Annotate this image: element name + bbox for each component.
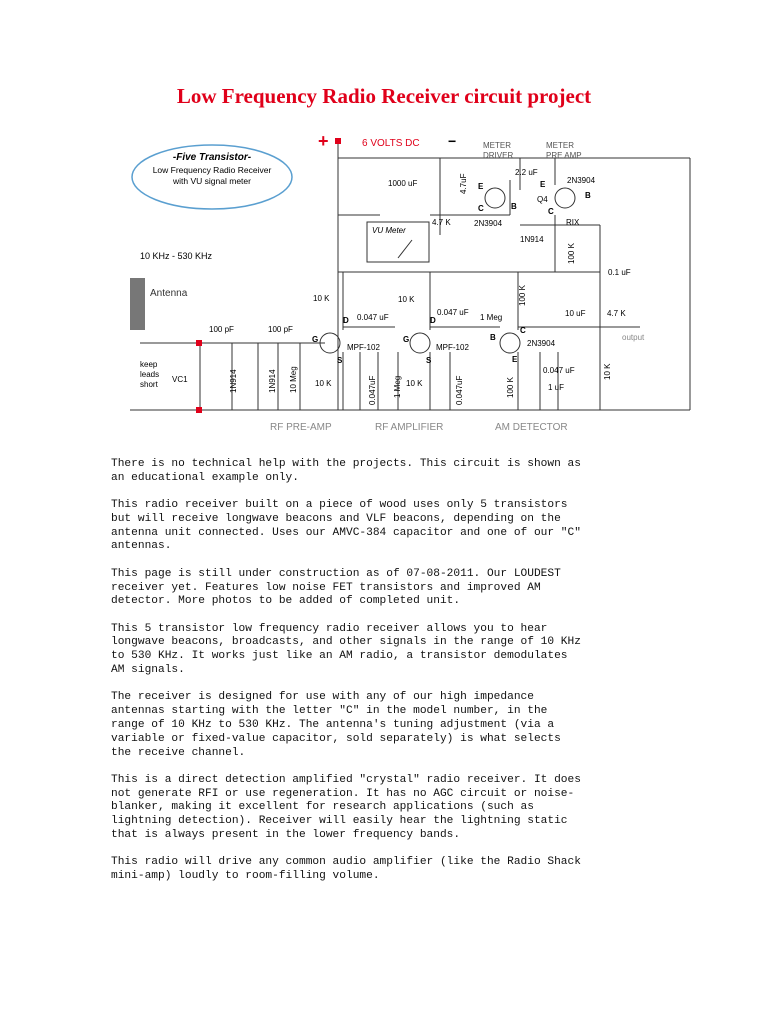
- paragraph: This is a direct detection amplified "crystal" radio receiver. It does not generate RFI or use regeneration. It has no AGC circuit or noise- blanker, making it excellent for research applications (such as lightning detection). Receiver will easily hear the lightning static that is always present in the lower frequency bands.: [111, 773, 581, 842]
- c-0.047uf-c: 0.047uF: [368, 375, 377, 405]
- c-0.047uf-a: 0.047 uF: [357, 313, 389, 322]
- vu-meter-label: VU Meter: [372, 226, 406, 235]
- output-label: output: [622, 333, 645, 342]
- c-0.047uf-b: 0.047 uF: [437, 308, 469, 317]
- stage-am-detector: AM DETECTOR: [495, 422, 568, 433]
- meter-driver-label-1: METER: [483, 141, 511, 150]
- page-title: Low Frequency Radio Receiver circuit project: [176, 84, 592, 108]
- pin-b3: B: [585, 191, 591, 200]
- circuit-schematic: [0, 120, 768, 440]
- keep-leads-label-2: leads: [140, 370, 160, 379]
- pin-s1: S: [337, 356, 343, 365]
- c-0.1uf: 0.1 uF: [608, 268, 631, 277]
- diode-1n914-c: 1N914: [268, 369, 277, 393]
- meter-driver-label-2: DRIVER: [483, 151, 514, 160]
- paragraph: This 5 transistor low frequency radio receiver allows you to hear longwave beacons, broadcasts, and other signals in the range of 10 KHz to 530 KHz. It works just like an AM radio, a transistor demodulates AM signals.: [111, 622, 581, 677]
- r-100k-b: 100 K: [518, 285, 527, 306]
- pin-g2: G: [403, 335, 410, 344]
- r-1meg-a: 1 Meg: [480, 313, 503, 322]
- supply-label: 6 VOLTS DC: [362, 138, 420, 149]
- fet-mpf102-a: MPF-102: [347, 343, 380, 352]
- r-10k-d: 10 K: [406, 379, 423, 388]
- meter-preamp-label-1: METER: [546, 141, 574, 150]
- q4-label: Q4: [537, 195, 548, 204]
- badge-subtitle-line2: with VU signal meter: [173, 176, 251, 186]
- pin-c2: C: [478, 204, 484, 213]
- antenna-label: Antenna: [150, 288, 188, 299]
- r-4.7k-pot: 4.7 K: [432, 218, 451, 227]
- fet-mpf102-b: MPF-102: [436, 343, 469, 352]
- r-10k-c: 10 K: [315, 379, 332, 388]
- r-100k-a: 100 K: [567, 243, 576, 264]
- stage-rf-amplifier: RF AMPLIFIER: [375, 422, 444, 433]
- r-100k-c: 100 K: [506, 377, 515, 398]
- pin-d1: D: [343, 316, 349, 325]
- r-1meg-b: 1 Meg: [393, 375, 402, 398]
- freq-range-label: 10 KHz - 530 KHz: [140, 251, 213, 261]
- pin-b2: B: [511, 202, 517, 211]
- pin-e: E: [512, 355, 518, 364]
- pin-e3: E: [540, 180, 546, 189]
- badge-subtitle-line1: Low Frequency Radio Receiver: [152, 165, 272, 175]
- rix-label: RIX: [566, 218, 580, 227]
- c-0.047uf-d: 0.047uF: [455, 375, 464, 405]
- paragraph: The receiver is designed for use with any of our high impedance antennas starting with the letter "C" in the model number, in the range of 10 KHz to 530 KHz. The antenna's tuning adjustment (via a variable or fixed-value capacitor, sold separately) is what selects the receive channel.: [111, 691, 561, 759]
- pin-c: C: [520, 326, 526, 335]
- r-10k-e: 10 K: [603, 363, 612, 380]
- badge-title: -Five Transistor-: [172, 152, 252, 163]
- pin-e2: E: [478, 182, 484, 191]
- antenna-rod: [130, 278, 145, 330]
- q-2n3904-c: 2N3904: [527, 339, 556, 348]
- article-body: [111, 458, 671, 897]
- c-100pf-b: 100 pF: [268, 325, 293, 334]
- c-0.047uf-e: 0.047 uF: [543, 366, 575, 375]
- pin-d2: D: [430, 316, 436, 325]
- r-10k-a: 10 K: [313, 294, 330, 303]
- pin-b: B: [490, 333, 496, 342]
- keep-leads-label-3: short: [140, 380, 158, 389]
- c-2.2uf: 2.2 uF: [515, 168, 538, 177]
- c-4.7uf: 4.7uF: [459, 173, 468, 194]
- five-transistor-badge: [132, 145, 292, 209]
- diode-1n914-a: 1N914: [520, 235, 544, 244]
- r-4.7k-output: 4.7 K: [607, 309, 626, 318]
- paragraph: This radio will drive any common audio amplifier (like the Radio Shack mini-amp) loudly to room-filling volume.: [111, 856, 581, 883]
- q-2n3904-a: 2N3904: [474, 219, 503, 228]
- c-100pf-a: 100 pF: [209, 325, 234, 334]
- keep-leads-label-1: keep: [140, 360, 158, 369]
- meter-preamp-label-2: PRE AMP: [546, 151, 582, 160]
- c-1000uf: 1000 uF: [388, 179, 418, 188]
- r-10k-b: 10 K: [398, 295, 415, 304]
- q-2n3904-b: 2N3904: [567, 176, 596, 185]
- pin-c3: C: [548, 207, 554, 216]
- minus-sign: −: [448, 133, 457, 149]
- vc1-label: VC1: [172, 375, 188, 384]
- pin-s2: S: [426, 356, 432, 365]
- c-10uf: 10 uF: [565, 309, 586, 318]
- stage-rf-preamp: RF PRE-AMP: [270, 422, 332, 433]
- paragraph: This radio receiver built on a piece of wood uses only 5 transistors but will receive longwave beacons and VLF beacons, depending on the antenna unit connected. Uses our AMVC-384 capacitor and one of our "C" antennas.: [111, 499, 581, 553]
- c-1uf: 1 uF: [548, 383, 565, 392]
- paragraph: This page is still under construction as of 07-08-2011. Our LOUDEST receiver yet. Features low noise FET transistors and improved AM detector. More photos to be added of completed unit.: [111, 567, 561, 608]
- plus-sign: +: [318, 131, 329, 151]
- paragraph: There is no technical help with the projects. This circuit is shown as an educational example only.: [111, 458, 581, 484]
- diode-1n914-b: 1N914: [229, 369, 238, 393]
- r-10meg: 10 Meg: [289, 366, 298, 393]
- pin-g1: G: [312, 335, 319, 344]
